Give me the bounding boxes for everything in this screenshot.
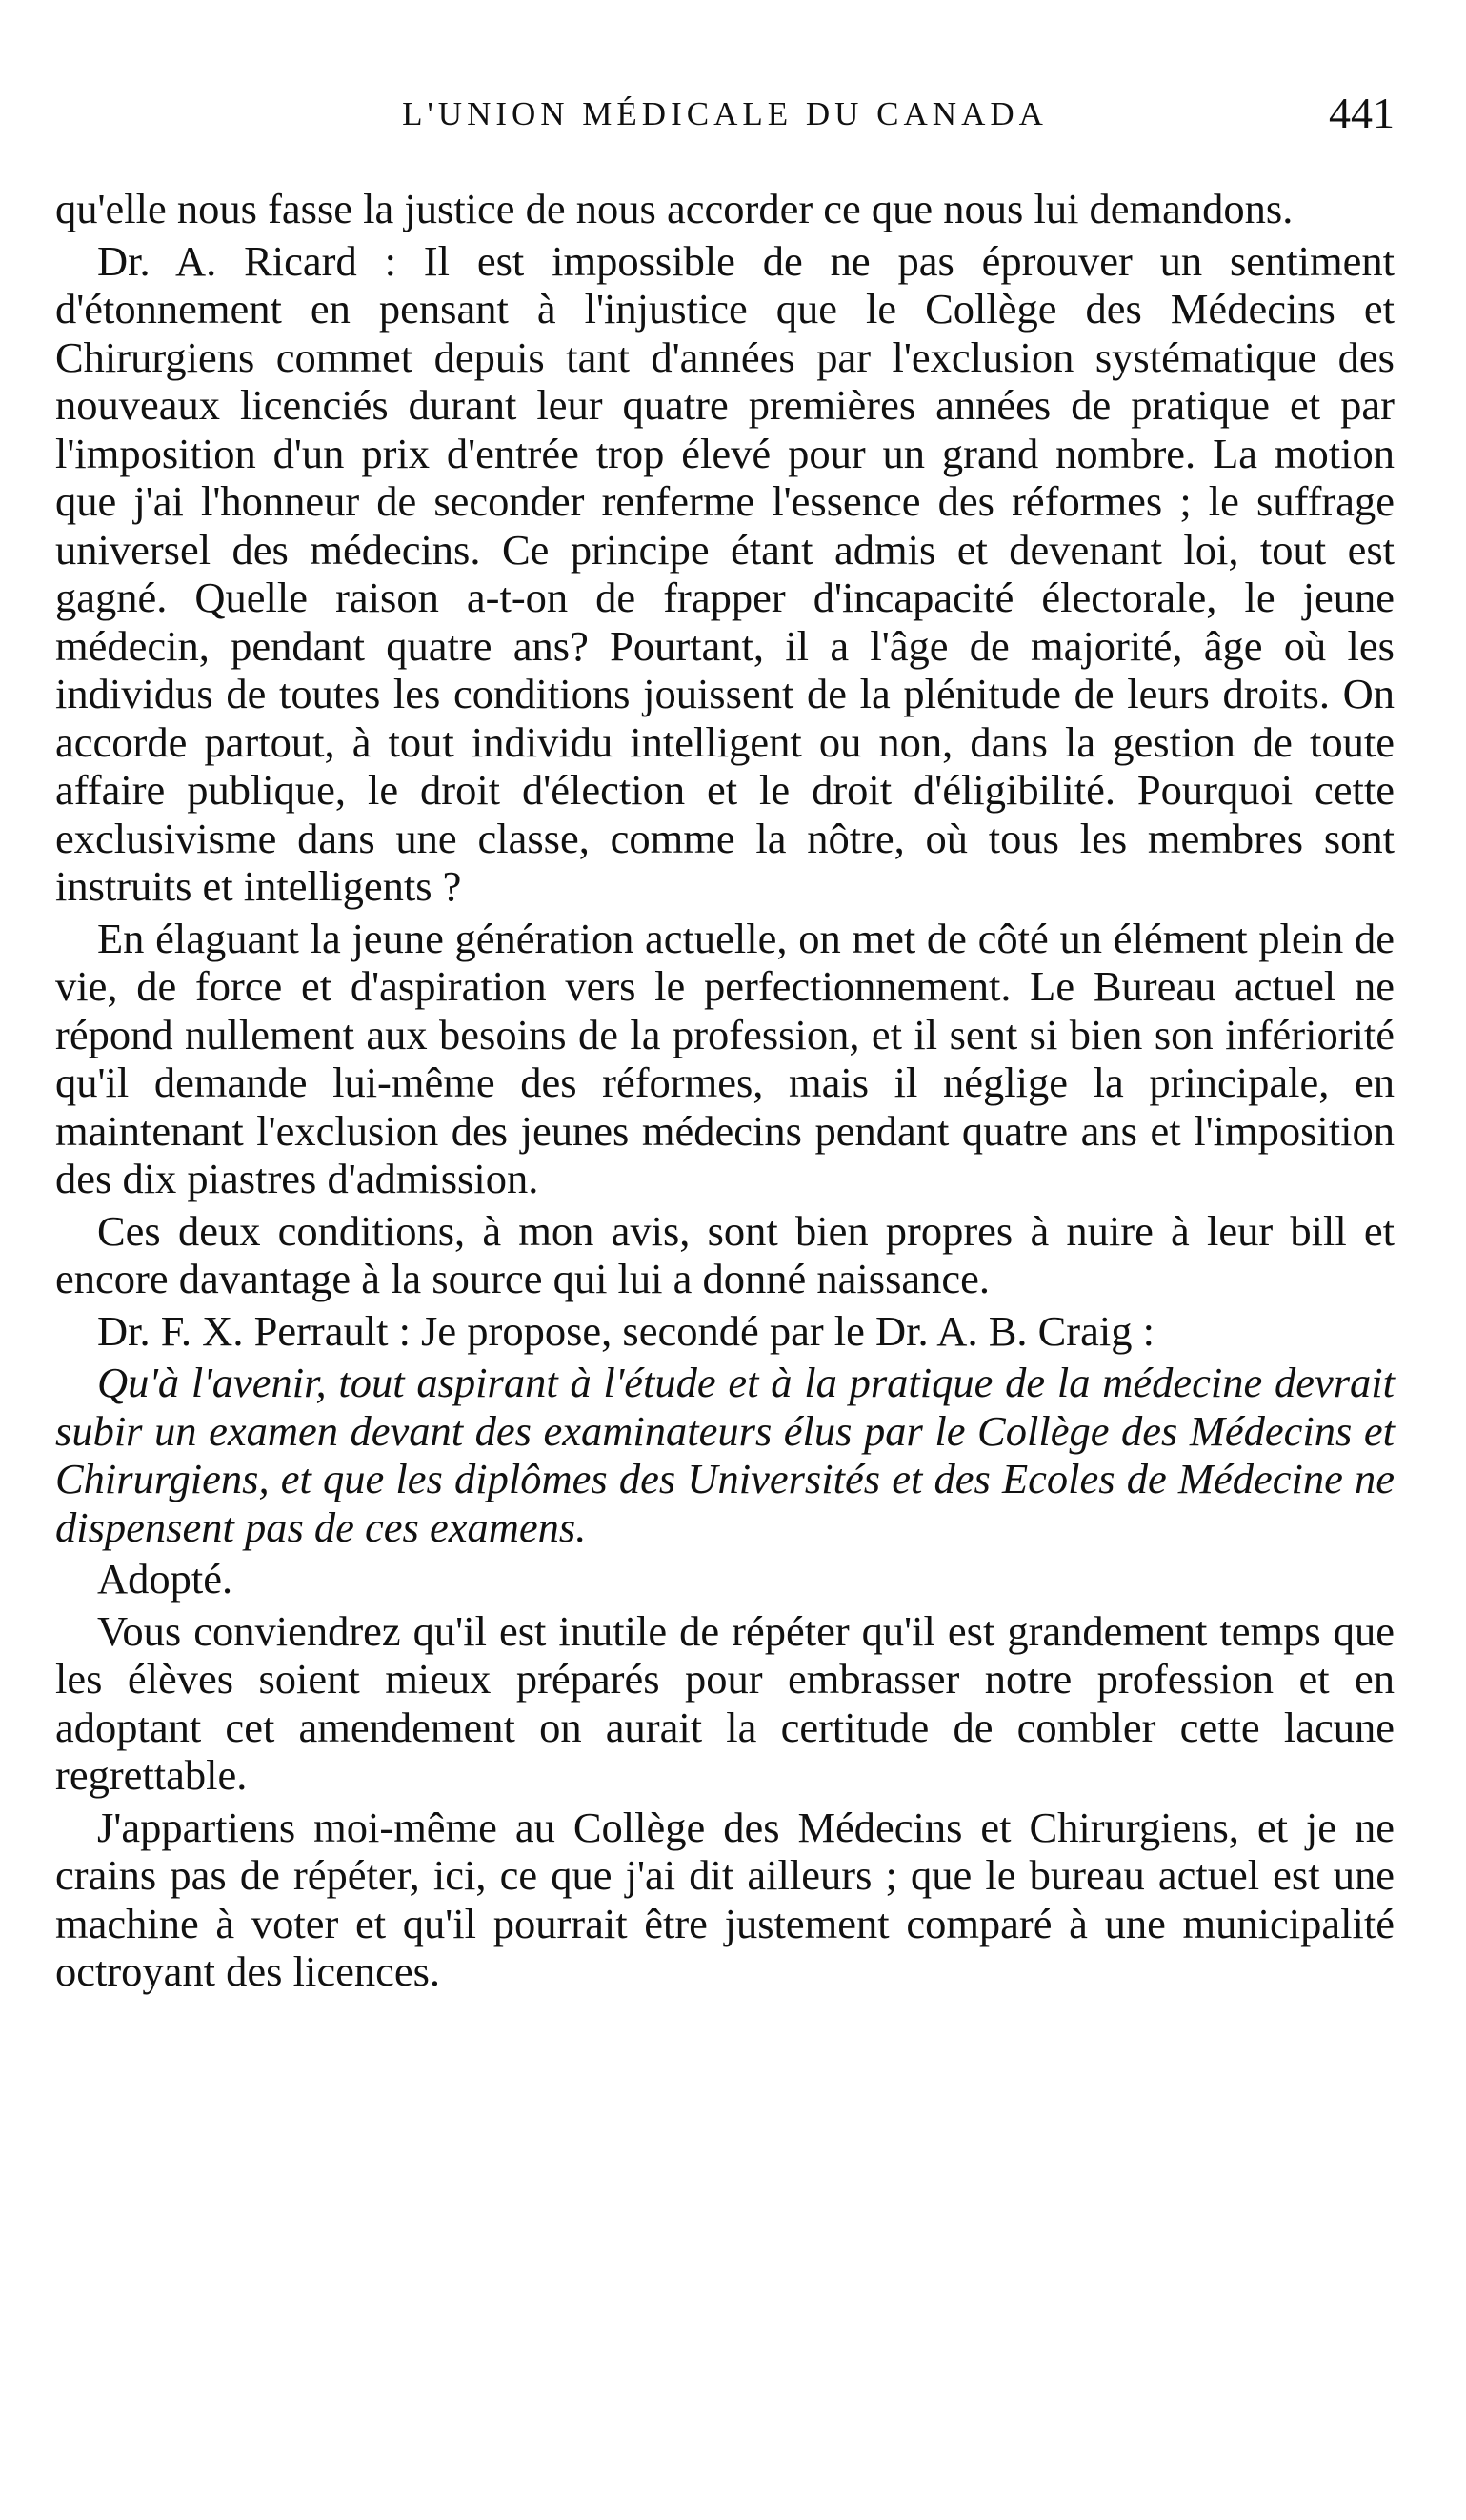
paragraph-adopte: Adopté. [97, 1555, 233, 1603]
paragraph-conviendrez: Vous conviendrez qu'il est inutile de répéter qu'il est grandement temps que les élèves soient mieux préparés pour embrasser notre profession et en adoptant cet amendement on aurait la certitude de combler cette lacune regrettable. [55, 1606, 1395, 1799]
running-title: L'UNION MÉDICALE DU CANADA [402, 95, 1048, 132]
running-head [55, 88, 1395, 154]
paragraph-appartiens: J'appartiens moi-même au Collège des Médecins et Chirurgiens, et je ne crains pas de répéter, ici, ce que j'ai dit ailleurs ; que le bureau actuel est une machine à voter et qu'il pourrait être justement comparé à une municipalité octroyant des licences. [55, 1803, 1395, 1995]
paragraph-jeune-generation: En élaguant la jeune génération actuelle, on met de côté un élément plein de vie, de force et d'aspiration vers le perfectionnement. Le Bureau actuel ne répond nullement aux besoins de la profession, et il sent si bien son infériorité qu'il demande lui-même des réformes, mais il néglige la principale, en maintenant l'exclusion des jeunes médecins pendant quatre ans et l'imposition des dix piastres d'admission. [55, 914, 1395, 1202]
paragraph-deux-conditions: Ces deux conditions, à mon avis, sont bien propres à nuire à leur bill et encore davantage à la source qui lui a donné naissance. [55, 1206, 1395, 1302]
paragraph-ricard: Dr. A. Ricard : Il est impossible de ne pas éprouver un sentiment d'étonnement en pensant à l'injustice que le Collège des Médecins et Chirurgiens commet depuis tant d'années par l'exclusion systématique des nouveaux licenciés durant leur quatre premières années de pratique et par l'imposition d'un prix d'entrée trop élevé pour un grand nombre. La motion que j'ai l'honneur de seconder renferme l'essence des réformes ; le suffrage universel des médecins. Ce principe étant admis et devenant loi, tout est gagné. Quelle raison a-t-on de frapper d'incapacité électorale, le jeune médecin, pendant quatre ans? Pourtant, il a l'âge de majorité, âge où les individus de toutes les conditions jouissent de la plénitude de leurs droits. On accorde partout, à tout individu intelligent ou non, dans la gestion de toute affaire publique, le droit d'élection et le droit d'éligibilité. Pourquoi cette exclusivisme dans une classe, comme la nôtre, où tous les membres sont instruits et intelligents ? [55, 236, 1395, 910]
body-text [55, 185, 1395, 1996]
paragraph-continuation: qu'elle nous fasse la justice de nous accorder ce que nous lui demandons. [55, 185, 1294, 232]
paragraph-motion: Qu'à l'avenir, tout aspirant à l'étude et à la pratique de la médecine devrait subir un examen devant des examinateurs élus par le Collège des Médecins et Chirurgiens, et que les diplômes des Universités et des Ecoles de Médecine ne dispensent pas de ces examens. [55, 1359, 1395, 1551]
book-page [55, 88, 1395, 1996]
paragraph-perrault: Dr. F. X. Perrault : Je propose, secondé par le Dr. A. B. Craig : [97, 1306, 1155, 1355]
page-number: 441 [1329, 89, 1395, 137]
